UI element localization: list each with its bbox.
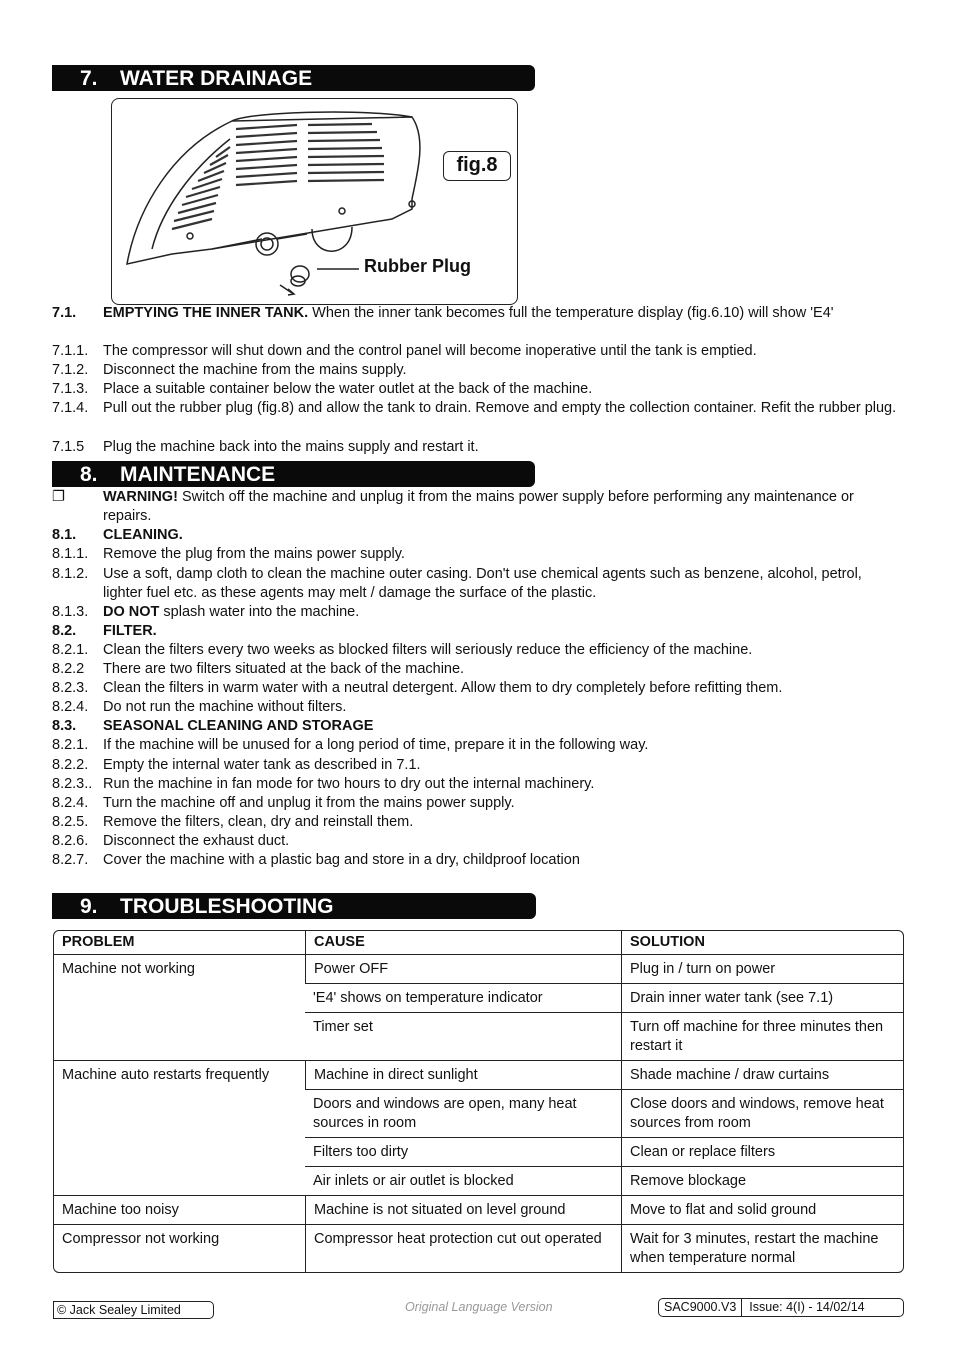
- list-item: 8.2.2. Empty the internal water tank as described in 7.1.: [52, 757, 421, 773]
- list-item: 8.2.1. If the machine will be unused for a long period of time, prepare it in the following way.: [52, 737, 649, 753]
- section-title: MAINTENANCE: [120, 463, 276, 486]
- cause-cell: Compressor heat protection cut out operated: [305, 1224, 621, 1272]
- list-item: 8.2.6. Disconnect the exhaust duct.: [52, 833, 290, 849]
- copyright-box: © Jack Sealey Limited: [53, 1301, 214, 1319]
- list-item: 7.1.2. Disconnect the machine from the mains supply.: [52, 362, 407, 378]
- table-row: [54, 1195, 903, 1224]
- table-row: [54, 1224, 903, 1272]
- section-9-header: [52, 893, 536, 919]
- section-8-header: [52, 461, 535, 487]
- rubber-plug-callout: Rubber Plug: [364, 256, 471, 276]
- cause-cell: Doors and windows are open, many heat sources in room: [305, 1089, 621, 1137]
- cause-cell: Power OFF: [305, 954, 621, 983]
- column-header: SOLUTION: [621, 931, 903, 954]
- list-item: 8.2.7. Cover the machine with a plastic bag and store in a dry, childproof location: [52, 852, 580, 868]
- solution-cell: Turn off machine for three minutes then restart it: [621, 1012, 903, 1060]
- solution-cell: Move to flat and solid ground: [621, 1195, 903, 1224]
- table-header-row: [54, 931, 903, 954]
- solution-cell: Remove blockage: [621, 1166, 903, 1195]
- list-item: 8.2.1. Clean the filters every two weeks as blocked filters will seriously reduce the efficiency of the machine.: [52, 642, 753, 658]
- list-item: 8.2.3.. Run the machine in fan mode for two hours to dry out the internal machinery.: [52, 776, 595, 792]
- solution-cell: Wait for 3 minutes, restart the machine when temperature normal: [621, 1224, 903, 1272]
- table-row: [54, 954, 903, 983]
- solution-cell: Plug in / turn on power: [621, 954, 903, 983]
- list-item: 8.2.5. Remove the filters, clean, dry and reinstall them.: [52, 814, 414, 830]
- section-7-header: [52, 65, 535, 91]
- section-number: 7.: [80, 67, 98, 90]
- cause-cell: Machine is not situated on level ground: [305, 1195, 621, 1224]
- section-number: 8.: [80, 463, 98, 486]
- list-item: 8.1.2. Use a soft, damp cloth to clean the machine outer casing. Don't use chemical agents such as benzene, alcohol, petrol, lighter fuel etc. as these agents may melt / damage the surface of the plastic.: [52, 566, 862, 601]
- cause-cell: Filters too dirty: [305, 1137, 621, 1166]
- cause-cell: 'E4' shows on temperature indicator: [305, 983, 621, 1012]
- column-header: PROBLEM: [62, 934, 135, 950]
- subheading: 8.2. FILTER.: [52, 623, 157, 639]
- section-title: WATER DRAINAGE: [120, 67, 313, 90]
- cause-cell: Machine in direct sunlight: [305, 1060, 621, 1089]
- list-item: 7.1.5 Plug the machine back into the mains supply and restart it.: [52, 439, 479, 455]
- language-note: Original Language Version: [405, 1300, 553, 1314]
- list-item: 7.1.3. Place a suitable container below the water outlet at the back of the machine.: [52, 381, 593, 397]
- list-item: 7.1.1. The compressor will shut down and the control panel will become inoperative until the tank is emptied.: [52, 343, 757, 359]
- list-item: 8.2.2 There are two filters situated at the back of the machine.: [52, 661, 465, 677]
- troubleshooting-table: [53, 930, 904, 1273]
- problem-cell: Machine not working: [54, 954, 305, 1060]
- warning-item: ❐ WARNING! Switch off the machine and unplug it from the mains power supply before performing any maintenance or repairs.: [52, 489, 854, 524]
- solution-cell: Close doors and windows, remove heat sources from room: [621, 1089, 903, 1137]
- document-info-box: [658, 1298, 904, 1317]
- list-item: 8.1.1. Remove the plug from the mains power supply.: [52, 546, 405, 562]
- list-item: 8.2.4. Do not run the machine without filters.: [52, 699, 347, 715]
- list-item: 7.1. EMPTYING THE INNER TANK. When the inner tank becomes full the temperature display (fig.6.10) will show 'E4': [52, 305, 834, 321]
- problem-cell: Machine too noisy: [54, 1195, 305, 1224]
- problem-cell: Machine auto restarts frequently: [54, 1060, 305, 1195]
- cause-cell: Timer set: [305, 1012, 621, 1060]
- list-item: 7.1.4. Pull out the rubber plug (fig.8) and allow the tank to drain. Remove and empty the collection container. Refit the rubber plug.: [52, 400, 897, 416]
- list-item: 8.2.4. Turn the machine off and unplug it from the mains power supply.: [52, 795, 515, 811]
- list-item: 8.1.3. DO NOT splash water into the machine.: [52, 604, 360, 620]
- problem-cell: Compressor not working: [54, 1224, 305, 1272]
- table-row: [54, 1060, 903, 1089]
- solution-cell: Drain inner water tank (see 7.1): [621, 983, 903, 1012]
- list-item: 8.2.3. Clean the filters in warm water with a neutral detergent. Allow them to dry completely before refitting them.: [52, 680, 783, 696]
- section-number: 9.: [80, 895, 98, 918]
- subheading: 8.3. SEASONAL CLEANING AND STORAGE: [52, 718, 374, 734]
- section-title: TROUBLESHOOTING: [120, 895, 334, 918]
- cause-cell: Air inlets or air outlet is blocked: [305, 1166, 621, 1195]
- solution-cell: Shade machine / draw curtains: [621, 1060, 903, 1089]
- checkbox-icon: ❐: [52, 489, 65, 505]
- model-code: SAC9000.V3: [664, 1300, 737, 1314]
- issue-date: Issue: 4(I) - 14/02/14: [741, 1299, 869, 1316]
- column-header: CAUSE: [305, 931, 621, 954]
- figure-label: fig.8: [443, 151, 511, 181]
- subheading: 8.1. CLEANING.: [52, 527, 183, 543]
- solution-cell: Clean or replace filters: [621, 1137, 903, 1166]
